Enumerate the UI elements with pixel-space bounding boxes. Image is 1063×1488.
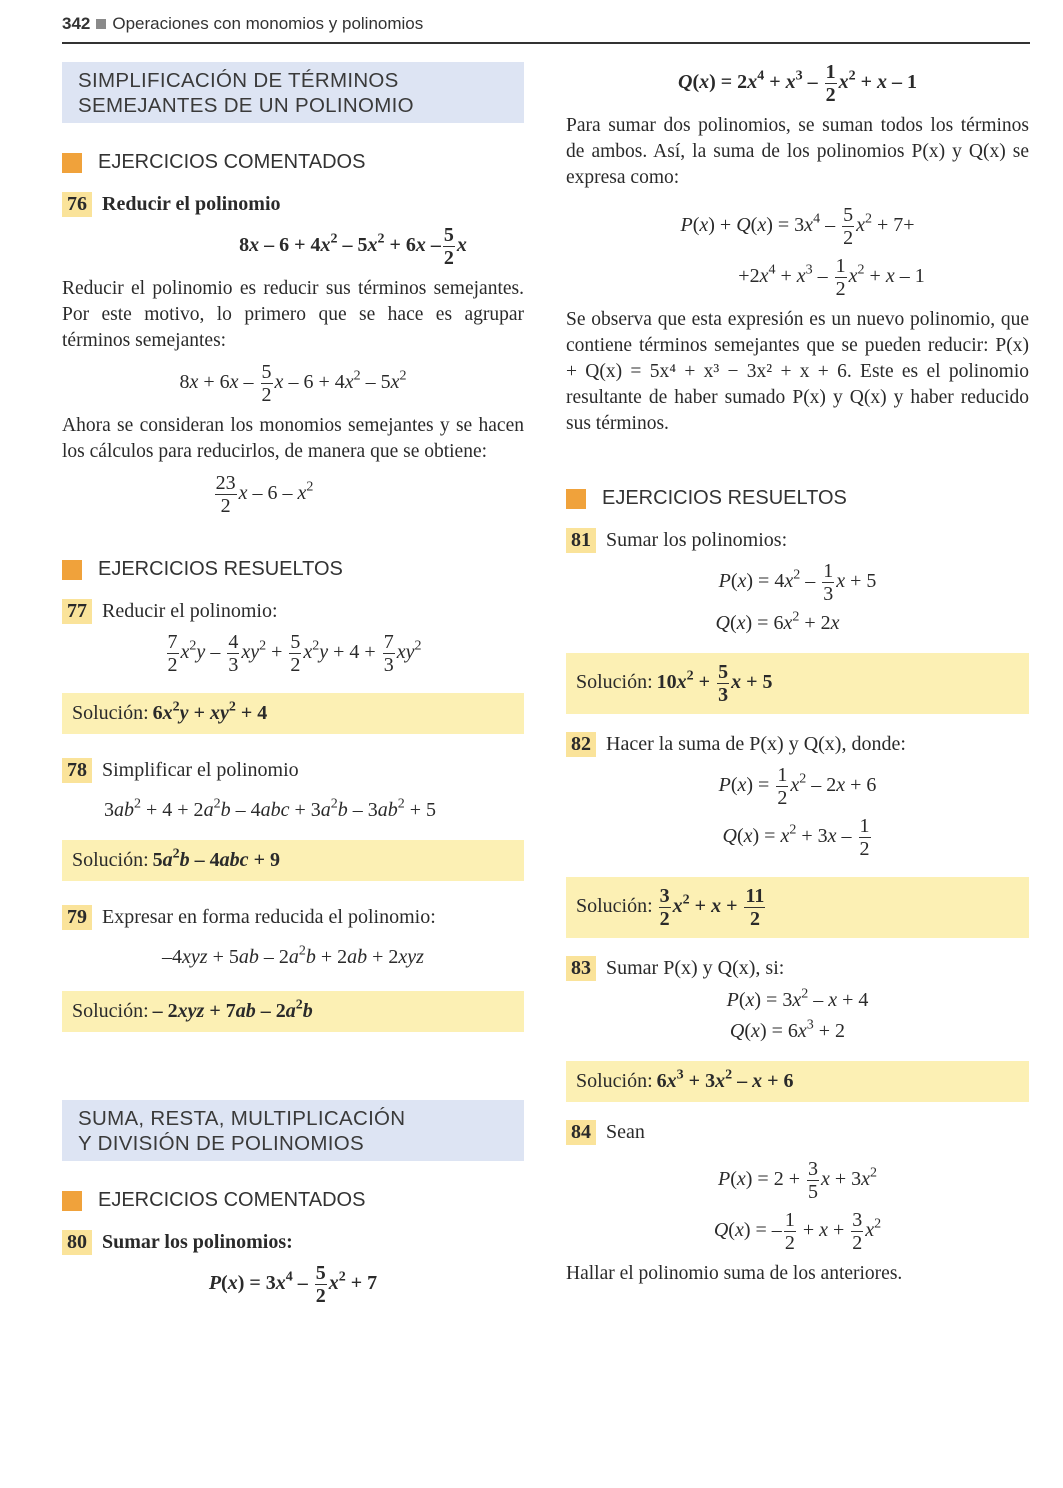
exercise-76-head xyxy=(62,192,524,217)
square-bullet-icon xyxy=(62,1191,82,1211)
formula: $8x - 6 + 4x^2 - 5x^2 + 6x$ – $\frac{5}{2}$ x xyxy=(239,224,467,269)
solution-label: Solución: xyxy=(576,895,653,918)
solution-label: Solución: xyxy=(576,671,653,694)
right-column xyxy=(566,62,1029,1293)
square-bullet-icon xyxy=(566,489,586,509)
solution-label: Solución: xyxy=(576,1070,653,1092)
section-banner-simplificacion xyxy=(62,62,524,123)
section-title-line: SUMA, RESTA, MULTIPLICACIÓN xyxy=(78,1107,406,1130)
exercise-number: 84 xyxy=(566,1120,596,1145)
solution-box: Solución: – $2xyz + 7ab - 2a^2b$ xyxy=(62,991,524,1032)
page-number: 342 xyxy=(62,14,91,33)
paragraph: Para sumar dos polinomios, se suman todos los términos de ambos. Así, la suma de los polinomios P(x) y Q(x) se expresa como: xyxy=(566,115,1029,188)
exercise-83-head xyxy=(566,956,1029,981)
formula: $Q(x) = x^2 + 3x$ – $\frac{1}{2}$ xyxy=(722,815,870,860)
square-bullet-icon xyxy=(62,153,82,173)
exercise-title: Sumar los polinomios: xyxy=(606,529,788,551)
formula: $\frac{23}{2}$ x – $6 - x^2$ xyxy=(215,472,314,517)
subhead-resueltos xyxy=(62,558,524,581)
exercise-title: Hacer la suma de P(x) y Q(x), donde: xyxy=(606,733,906,755)
solution-label: Solución: xyxy=(72,1000,149,1022)
formula: $Q(x) = 6x^2 + 2x$ xyxy=(715,609,840,634)
paragraph: Se observa que esta expresión es un nuevo polinomio, que contiene términos semejantes que se pueden reducir: P(x) + Q(x) = 5x⁴ + x³ − 3x² + x + 6. Este es el polinomio resultante de haber sumado P(x) y Q(x) y haber reducido sus términos. xyxy=(566,309,1029,434)
subhead-label: EJERCICIOS COMENTADOS xyxy=(98,1189,366,1211)
solution-box: Solución: $10x^2$ + $\frac{5}{3}$ x + 5 xyxy=(566,653,1029,714)
exercise-78-head xyxy=(62,758,524,783)
exercise-number: 78 xyxy=(62,758,92,783)
exercise-number: 82 xyxy=(566,732,596,757)
subhead-label: EJERCICIOS RESUELTOS xyxy=(602,487,847,509)
subhead-comentados xyxy=(62,151,524,174)
subhead-label: EJERCICIOS COMENTADOS xyxy=(98,151,366,173)
subhead-label: EJERCICIOS RESUELTOS xyxy=(98,558,343,580)
solution-box: Solución: $6x^3 + 3x^2 - x + 6$ xyxy=(566,1061,1029,1102)
solution-box: Solución: $5a^2b - 4abc + 9$ xyxy=(62,840,524,881)
running-head xyxy=(62,14,423,34)
section-banner-suma xyxy=(62,1100,524,1161)
formula: 8x + 6x – $\frac{5}{2}$ $x - 6 + 4x^2 - 5x^2$ xyxy=(179,361,407,406)
square-icon xyxy=(96,19,106,29)
exercise-title: Sean xyxy=(606,1121,645,1143)
exercise-77-head xyxy=(62,599,524,624)
exercise-number: 76 xyxy=(62,192,92,217)
exercise-number: 80 xyxy=(62,1230,92,1255)
square-bullet-icon xyxy=(62,560,82,580)
formula: P(x) = $\frac{1}{2}$ $x^2 - 2x + 6$ xyxy=(718,764,877,809)
formula: $P(x) + Q(x) = 3x^4$ – $\frac{5}{2}$ $x^2 + 7+$ xyxy=(680,204,915,249)
exercise-title: Sumar P(x) y Q(x), si: xyxy=(606,957,785,979)
exercise-number: 79 xyxy=(62,905,92,930)
running-title: Operaciones con monomios y polinomios xyxy=(112,14,424,33)
formula: Q(x) = – $\frac{1}{2}$ + x + $\frac{3}{2}$ $x^2$ xyxy=(713,1209,882,1254)
left-column xyxy=(62,62,524,1314)
formula: $P(x) = 3x^4$ – $\frac{5}{2}$ $x^2 + 7$ xyxy=(208,1262,378,1307)
exercise-title: Reducir el polinomio: xyxy=(102,600,278,622)
subhead-comentados xyxy=(62,1189,524,1212)
exercise-81-head xyxy=(566,528,1029,553)
subhead-resueltos xyxy=(566,487,1029,510)
solution-box: Solución: $6x^2y + xy^2 + 4$ xyxy=(62,693,524,734)
paragraph: Hallar el polinomio suma de los anteriores. xyxy=(566,1263,903,1284)
exercise-80-head xyxy=(62,1230,524,1255)
formula: $P(x) = 3x^2 - x + 4$ xyxy=(726,986,869,1011)
exercise-82-head xyxy=(566,732,1029,757)
exercise-title: Reducir el polinomio xyxy=(102,193,281,215)
exercise-number: 77 xyxy=(62,599,92,624)
formula: P(x) = 2 + $\frac{3}{5}$ $x + 3x^2$ xyxy=(717,1158,878,1203)
exercise-number: 83 xyxy=(566,956,596,981)
formula: $-4xyz + 5ab - 2a^2b + 2ab + 2xyz$ xyxy=(162,943,424,968)
formula: $Q(x) = 6x^3 + 2$ xyxy=(729,1017,846,1042)
formula: $\frac{7}{2}$ $x^2y$ – $\frac{4}{3}$ $xy^2$ + $\frac{5}{2}$ $x^2y + 4$ + $\frac{7}{3}$ $xy^2$ xyxy=(167,631,422,676)
solution-box: Solución: $\frac{3}{2}$ $x^2 + x$ + $\frac{11}{2}$ xyxy=(566,877,1029,938)
paragraph: Reducir el polinomio es reducir sus términos semejantes. Por este motivo, lo primero que se hace es agrupar términos semejantes: xyxy=(62,278,524,351)
paragraph: Ahora se consideran los monomios semejantes y se hacen los cálculos para reducirlos, de manera que se obtiene: xyxy=(62,415,524,462)
section-title-line: SEMEJANTES DE UN POLINOMIO xyxy=(78,94,414,117)
exercise-title: Sumar los polinomios: xyxy=(102,1231,293,1253)
solution-label: Solución: xyxy=(72,702,149,724)
formula: $3ab^2 + 4 + 2a^2b - 4abc + 3a^2b - 3ab^2 + 5$ xyxy=(104,796,437,821)
solution-label: Solución: xyxy=(72,849,149,871)
formula: $P(x) = 4x^2$ – $\frac{1}{3}$ x + 5 xyxy=(718,560,877,605)
exercise-79-head xyxy=(62,905,524,930)
section-title-line: SIMPLIFICACIÓN DE TÉRMINOS xyxy=(78,69,399,92)
section-title-line: Y DIVISIÓN DE POLINOMIOS xyxy=(78,1132,364,1155)
header-rule xyxy=(62,42,1030,44)
exercise-title: Expresar en forma reducida el polinomio: xyxy=(102,906,436,928)
formula: $Q(x) = 2x^4 + x^3$ – $\frac{1}{2}$ $x^2 + x - 1$ xyxy=(678,61,917,106)
exercise-title: Simplificar el polinomio xyxy=(102,759,299,781)
exercise-84-head xyxy=(566,1120,1029,1145)
exercise-number: 81 xyxy=(566,528,596,553)
formula: $+2x^4 + x^3$ – $\frac{1}{2}$ $x^2 + x - 1$ xyxy=(738,255,925,300)
